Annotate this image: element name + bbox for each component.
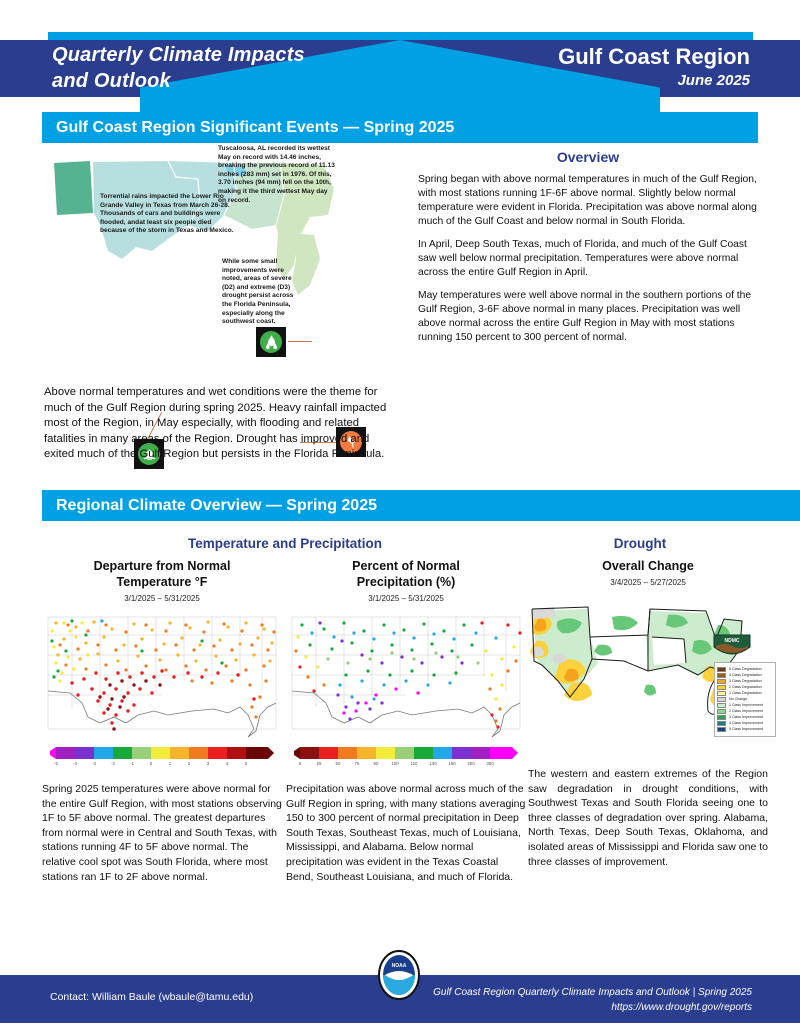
legend-label: 5 Class Degradation bbox=[729, 667, 762, 671]
legend-swatch bbox=[717, 727, 726, 732]
panel-text-drought: The western and eastern extremes of the Region saw degradation in drought conditions, with Southwest Texas and South Florida seeing one to three classes of degradation over spring. Alabama, North Texas, Deep South Texas, Oklahoma, and isolated areas of Mississippi and Florida saw one to three classes of improvement. bbox=[528, 768, 768, 868]
regional-climate-banner: Regional Climate Overview — Spring 2025 bbox=[42, 490, 800, 521]
drought-legend bbox=[714, 662, 776, 737]
panel-percent-of-normal-precipitation bbox=[286, 558, 526, 884]
callout-leader-2 bbox=[288, 341, 312, 342]
legend-swatch bbox=[717, 697, 726, 702]
regional-climate-section bbox=[0, 530, 800, 930]
overview-column bbox=[418, 149, 758, 354]
legend-label: 1 Class Degradation bbox=[729, 691, 762, 695]
drought-legend-item bbox=[717, 679, 773, 684]
svg-text:75: 75 bbox=[354, 761, 360, 766]
legend-swatch bbox=[717, 673, 726, 678]
svg-text:300: 300 bbox=[486, 761, 494, 766]
callout-text-torrential-rains: Torrential rains impacted the Lower Rio Grande Valley in Texas from March 26-28. Thousands of cars and buildings were flooded, andat least six people died because of the storm in Texas and Mexico. bbox=[100, 193, 234, 235]
panel-title-temperature-line1: Departure from Normal bbox=[93, 559, 231, 573]
legend-swatch bbox=[717, 685, 726, 690]
legend-label: 2 Class Improvement bbox=[729, 709, 763, 713]
svg-text:90: 90 bbox=[373, 761, 379, 766]
page-title-line2: and Outlook bbox=[52, 70, 171, 92]
footer-url[interactable]: https://www.drought.gov/reports bbox=[611, 1002, 752, 1013]
svg-text:-5: -5 bbox=[54, 761, 58, 766]
svg-text:3: 3 bbox=[206, 761, 210, 766]
panel-title-drought bbox=[528, 558, 768, 574]
panel-title-temperature bbox=[42, 558, 282, 590]
legend-label: 5 Class Improvement bbox=[729, 727, 763, 731]
panel-subtitle-precipitation: 3/1/2025 – 5/31/2025 bbox=[368, 594, 444, 603]
legend-label: No Change bbox=[729, 697, 748, 701]
svg-text:-4: -4 bbox=[73, 761, 77, 766]
overview-title: Overview bbox=[556, 149, 620, 165]
svg-text:200: 200 bbox=[467, 761, 475, 766]
svg-text:-1: -1 bbox=[130, 761, 134, 766]
precipitation-colorbar bbox=[286, 747, 526, 774]
legend-label: 4 Class Improvement bbox=[729, 721, 763, 725]
temperature-station-map bbox=[42, 611, 282, 743]
overview-paragraph-3: May temperatures were well above normal in the southern portions of the Gulf Region, 3-6F above normal in many places. Precipitation was well above normal across the entire Gulf Region in May with most stations running 150 percent to 300 percent of normal. bbox=[418, 290, 752, 343]
panel-departure-from-normal-temperature bbox=[42, 558, 282, 884]
legend-label: 2 Class Degradation bbox=[729, 685, 762, 689]
drought-legend-item bbox=[717, 685, 773, 690]
group-label-drought: Drought bbox=[613, 536, 667, 551]
legend-label: 4 Class Degradation bbox=[729, 673, 762, 677]
svg-text:100: 100 bbox=[391, 761, 399, 766]
panel-subtitle-temperature: 3/1/2025 – 5/31/2025 bbox=[124, 594, 200, 603]
svg-text:1: 1 bbox=[168, 761, 172, 766]
panel-text-precipitation: Precipitation was above normal across much of the Gulf Region in spring, with many stations averaging 150 to 300 percent of normal precipitation in Deep South Texas, Southeast Texas, much of Louisiana, Mississippi, and Alabama. Below normal precipitation was evident in the Texas Coastal Bend, Southeast Louisiana, and much of Florida. bbox=[286, 783, 526, 883]
group-label-temperature-precipitation: Temperature and Precipitation bbox=[187, 536, 383, 551]
drought-legend-item bbox=[717, 703, 773, 708]
svg-text:130: 130 bbox=[429, 761, 437, 766]
drought-legend-item bbox=[717, 721, 773, 726]
footer-contact: Contact: William Baule (wbaule@tamu.edu) bbox=[50, 991, 254, 1003]
footer-report-info bbox=[433, 985, 752, 1015]
svg-text:0: 0 bbox=[149, 761, 153, 766]
page-header bbox=[0, 0, 800, 112]
svg-text:110: 110 bbox=[410, 761, 418, 766]
svg-text:150: 150 bbox=[448, 761, 456, 766]
drought-legend-item bbox=[717, 667, 773, 672]
noaa-logo bbox=[376, 949, 422, 1001]
page-title-line1: Quarterly Climate Impacts bbox=[52, 44, 305, 66]
panel-text-temperature: Spring 2025 temperatures were above normal for the entire Gulf Region, with most stations observing 1F to 5F above normal. The greatest departures from normal were in Central and South Texas, with stations running 4F to 5F above normal. The relative cool spot was South Florida, where most stations ran 1F to 2F above normal. bbox=[42, 783, 282, 883]
panel-title-precipitation-line1: Percent of Normal bbox=[352, 559, 460, 573]
svg-text:2: 2 bbox=[187, 761, 191, 766]
drought-legend-item bbox=[717, 727, 773, 732]
header-accent-bar bbox=[48, 32, 753, 40]
svg-text:4: 4 bbox=[225, 761, 229, 766]
drought-legend-item bbox=[717, 709, 773, 714]
legend-swatch bbox=[717, 667, 726, 672]
legend-swatch bbox=[717, 703, 726, 708]
legend-swatch bbox=[717, 709, 726, 714]
legend-label: 1 Class Improvement bbox=[729, 703, 763, 707]
panel-subtitle-drought: 3/4/2025 – 5/27/2025 bbox=[610, 578, 686, 587]
drought-legend-item bbox=[717, 715, 773, 720]
svg-text:5: 5 bbox=[244, 761, 248, 766]
panel-title-drought-line1: Overall Change bbox=[602, 559, 694, 573]
legend-swatch bbox=[717, 715, 726, 720]
legend-swatch bbox=[717, 691, 726, 696]
svg-text:-3: -3 bbox=[92, 761, 96, 766]
temperature-colorbar bbox=[42, 747, 282, 774]
svg-text:-2: -2 bbox=[111, 761, 115, 766]
svg-text:50: 50 bbox=[335, 761, 341, 766]
callout-text-florida-drought: While some small improvements were noted, areas of severe (D2) and extreme (D3) drought persist across the Florida Peninsula, especially along the southwest coast. bbox=[222, 258, 294, 326]
events-overview-row bbox=[0, 143, 800, 373]
callout-text-tuscaloosa: Tuscaloosa, AL recorded its wettest May on record with 14.46 inches, breaking the previous record of 11.13 inches (283 mm) set in 1976. Of this, 3.70 inches (94 mm) fell on the 10th, making it the third wettest May day on record. bbox=[218, 145, 335, 204]
ndmc-logo bbox=[712, 633, 752, 659]
svg-text:NOAA: NOAA bbox=[391, 963, 407, 969]
heavy-rain-icon bbox=[256, 327, 286, 357]
legend-label: 3 Class Degradation bbox=[729, 679, 762, 683]
svg-text:25: 25 bbox=[316, 761, 322, 766]
overview-paragraph-2: In April, Deep South Texas, much of Florida, and much of the Gulf Coast saw well below normal precipitation. Temperatures were above normal across the entire Gulf Region in April. bbox=[418, 239, 747, 278]
panel-title-temperature-line2: Temperature °F bbox=[116, 575, 208, 589]
events-summary-text: Above normal temperatures and wet conditions were the theme for much of the Gulf Region during spring 2025. Heavy rainfall impacted most of the Region, in May especially, with flooding and related fatalities in many areas of the Region. Drought has improved and exited much of the Gulf Region but persists in the Florida Peninsula. bbox=[44, 386, 387, 461]
significant-events-banner: Gulf Coast Region Significant Events — Spring 2025 bbox=[42, 112, 758, 143]
drought-legend-item bbox=[717, 691, 773, 696]
precipitation-station-map bbox=[286, 611, 526, 743]
overview-paragraph-1: Spring began with above normal temperatures in much of the Gulf Region, with most stations running 1F-6F above normal. Slightly below normal temperature were evident in Florida. Precipitation was above normal along much of the Gulf Coast and below normal in South Florida. bbox=[418, 174, 757, 227]
drought-legend-item bbox=[717, 673, 773, 678]
legend-label: 3 Class Improvement bbox=[729, 715, 763, 719]
panel-title-precipitation bbox=[286, 558, 526, 590]
legend-swatch bbox=[717, 721, 726, 726]
report-date: June 2025 bbox=[677, 72, 750, 89]
panel-title-precipitation-line2: Precipitation (%) bbox=[356, 575, 456, 589]
drought-legend-item bbox=[717, 697, 773, 702]
svg-text:NDMC: NDMC bbox=[724, 638, 740, 644]
page-title bbox=[52, 42, 352, 94]
svg-text:5: 5 bbox=[298, 761, 302, 766]
legend-swatch bbox=[717, 679, 726, 684]
region-title: Gulf Coast Region bbox=[558, 44, 750, 69]
footer-report-line: Gulf Coast Region Quarterly Climate Impacts and Outlook | Spring 2025 bbox=[433, 987, 752, 998]
